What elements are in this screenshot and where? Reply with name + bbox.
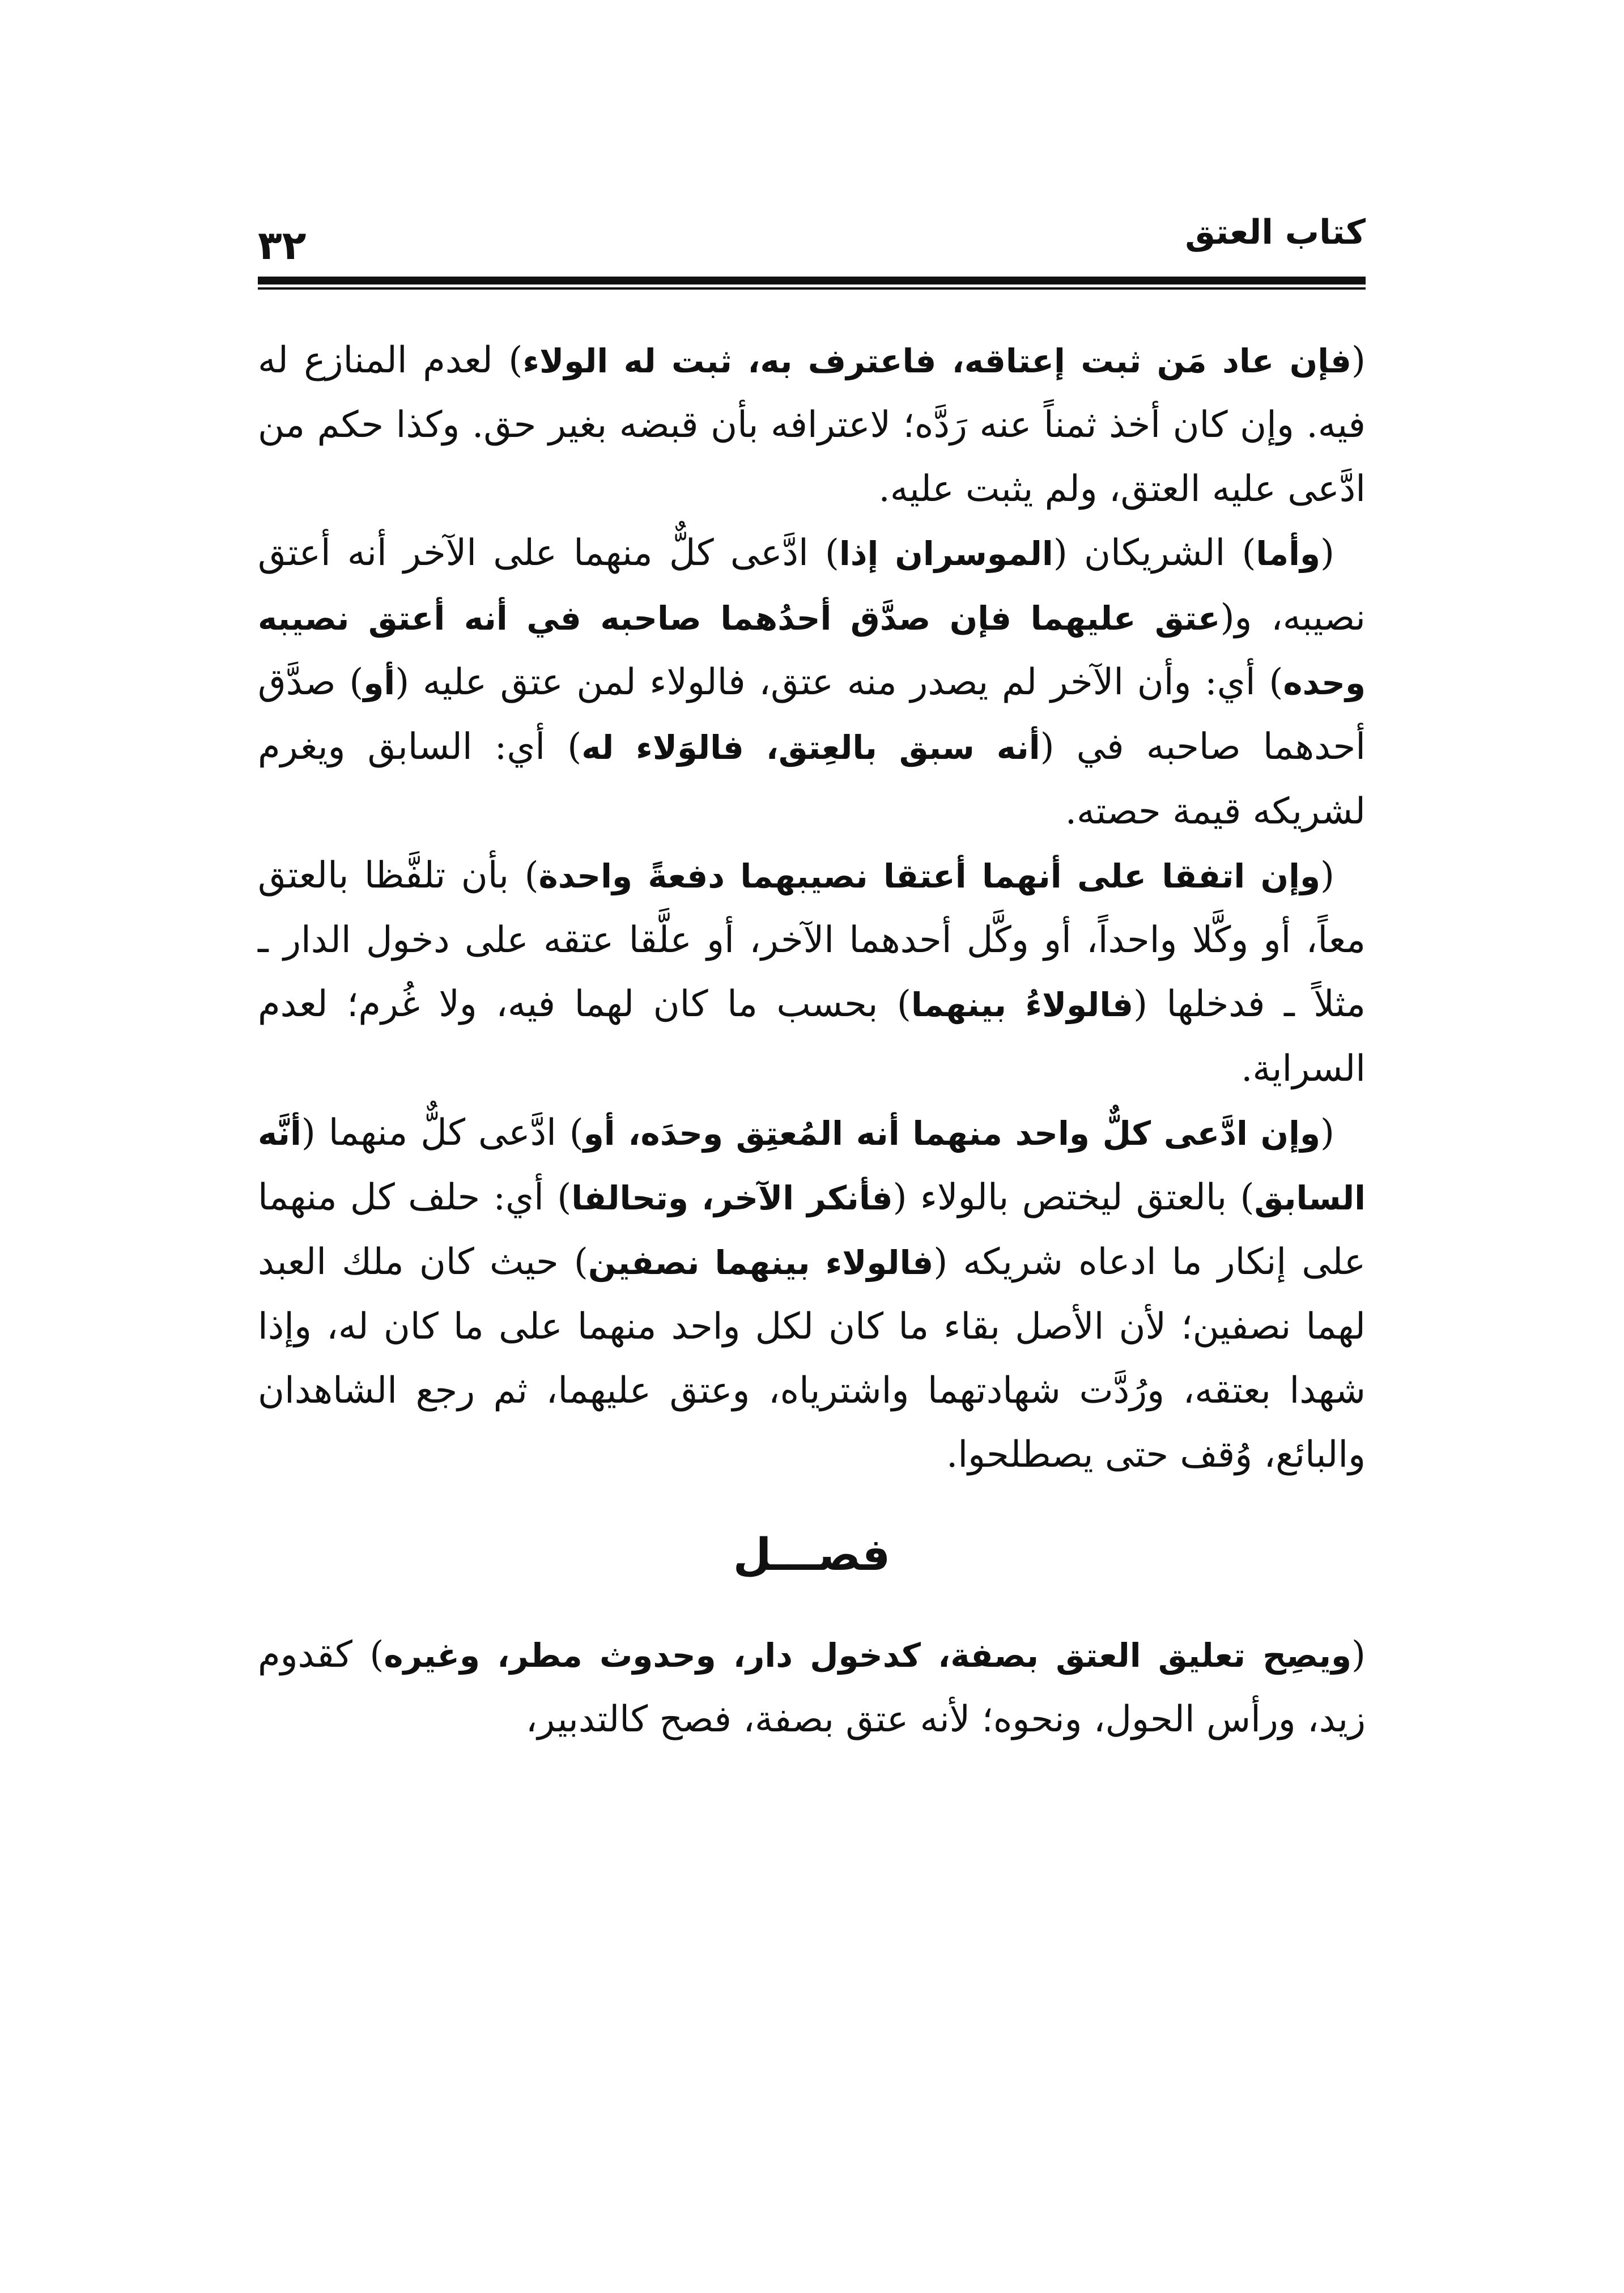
bold-segment: أنه سبق بالعِتق، فالوَلاء له — [581, 728, 1040, 767]
bold-segment: أنَّه السابق — [258, 1114, 1366, 1217]
text-segment: ) صدَّق أحدهما صاحبه في ( — [258, 661, 1366, 768]
text-segment: ) بحسب ما كان لهما فيه، ولا غُرم؛ لعدم السراية. — [258, 983, 1366, 1090]
bold-segment: وإن ادَّعى كلٌّ واحد منهما أنه المُعتِق وحدَه، أو — [583, 1114, 1321, 1153]
text-segment: ( — [1320, 1112, 1334, 1154]
bold-segment: وإن اتفقا على أنهما أعتقا نصيبهما دفعةً واحدة — [538, 857, 1321, 895]
text-segment: ) بالعتق ليختص بالولاء ( — [892, 1177, 1255, 1218]
text-segment: ) حيث كان ملك العبد لهما نصفين؛ لأن الأصل بقاء ما كان لكل واحد منهما على ما كان له، وإذا شهدا بعتقه، ورُدَّت شهادتهما واشترياه، وعتق عليهما، ثم رجع الشاهدان والبائع، وُقف حتى يصطلحوا. — [258, 1241, 1366, 1476]
header-rule-thin — [258, 287, 1366, 290]
bold-segment: الموسران إذا — [839, 534, 1053, 573]
header-rule-thick — [258, 277, 1366, 284]
bold-segment: أو — [363, 664, 396, 702]
text-segment: ) أي: حلف كل منهما على إنكار ما ادعاه شريكه ( — [258, 1177, 1366, 1283]
text-segment: ) ادَّعى كلٌّ منهما على الآخر أنه أعتق نصيبه، و( — [258, 532, 1366, 639]
text-segment: ) الشريكان ( — [1053, 532, 1256, 574]
paragraph-2 — [258, 521, 1366, 844]
text-segment: ) بأن تلفَّظا بالعتق معاً، أو وكَّلا واحداً، أو وكَّل أحدهما الآخر، أو علَّقا عتقه على دخول الدار ـ مثلاً ـ فدخلها ( — [258, 855, 1366, 1025]
text-segment: ( — [1320, 532, 1335, 574]
text-segment: ) لعدم المنازع له فيه. وإن كان أخذ ثمناً عنه رَدَّه؛ لاعترافه بأن قبضه بغير حق. وكذا حكم من ادَّعى عليه العتق، ولم يثبت عليه. — [258, 339, 1366, 510]
running-title: كتاب العتق — [1185, 213, 1366, 252]
bold-segment: فالولاء بينهما نصفين — [588, 1243, 934, 1282]
text-segment: ) أي: السابق ويغرم لشريكه قيمة حصته. — [258, 726, 1366, 833]
bold-segment: عتق عليهما فإن صدَّق أحدُهما صاحبه في أنه أعتق نصيبه وحده — [258, 599, 1366, 702]
paragraph-1 — [258, 329, 1366, 521]
page-header — [258, 210, 1366, 295]
bold-segment: فالولاءُ بينهما — [911, 986, 1134, 1024]
bold-segment: وأما — [1256, 534, 1321, 573]
paragraph-4 — [258, 1101, 1366, 1487]
paragraph-3 — [258, 844, 1366, 1101]
bold-segment: ويصِح تعليق العتق بصفة، كدخول دار، وحدوث مطر، وغيره — [384, 1636, 1352, 1675]
text-segment: ) أي: وأن الآخر لم يصدر منه عتق، فالولاء لمن عتق عليه ( — [395, 661, 1283, 703]
page-number: ٣٢ — [258, 222, 307, 269]
text-segment: ( — [1320, 855, 1334, 897]
text-segment: ) ادَّعى كلٌّ منهما ( — [301, 1112, 584, 1154]
text-segment: ) كقدوم زيد، ورأس الحول، ونحوه؛ لأنه عتق بصفة، فصح كالتدبير، — [258, 1634, 1366, 1740]
bold-segment: فإن عاد مَن ثبت إعتاقه، فاعترف به، ثبت له الولاء — [522, 342, 1352, 380]
section-heading: فصـــل — [733, 1530, 891, 1581]
bold-segment: فأنكر الآخر، وتحالفا — [571, 1179, 893, 1217]
body-text — [258, 329, 1366, 1752]
text-segment: ( — [1351, 1634, 1366, 1676]
final-paragraph — [258, 1623, 1366, 1752]
text-segment: ( — [1351, 339, 1366, 381]
